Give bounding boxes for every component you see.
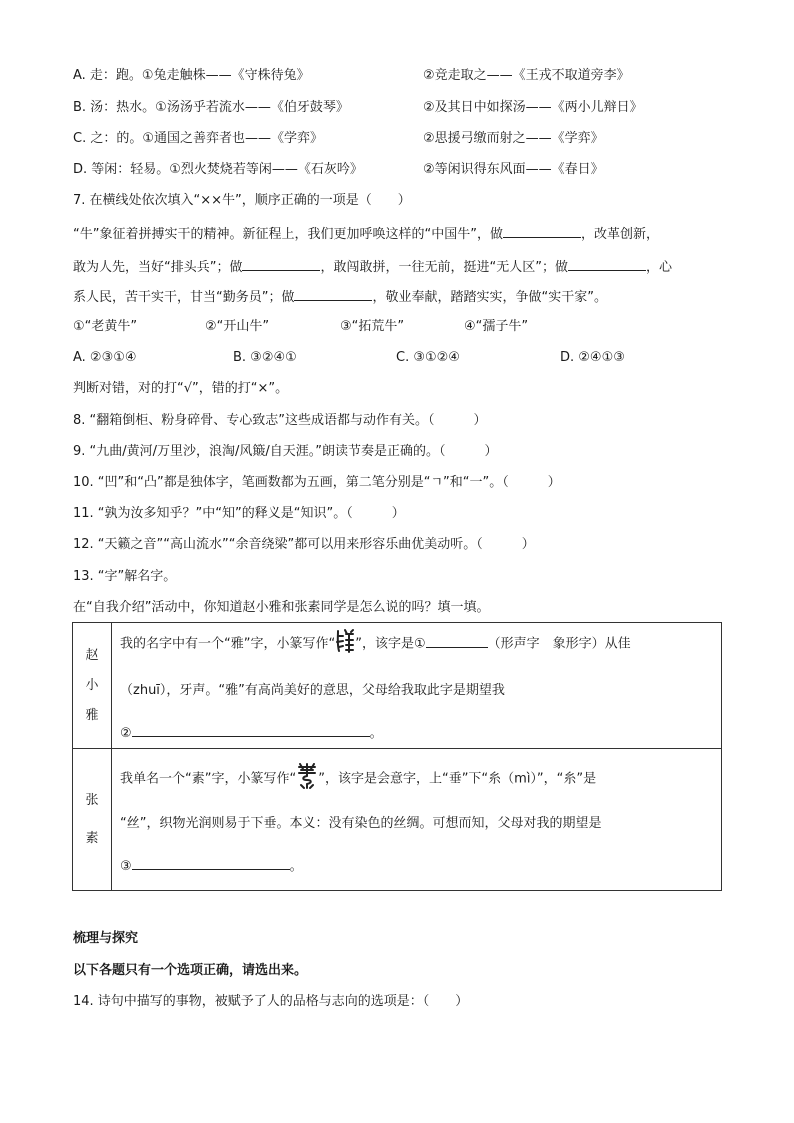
q6-option-b-2: ②及其日中如探汤——《两小儿辩日》	[423, 100, 643, 115]
q6-option-d-2: ②等闲识得东风面——《春日》	[423, 162, 604, 177]
section-instruction: 以下各题只有一个选项正确，请选出来。	[73, 963, 308, 978]
answer-blank-2[interactable]	[132, 722, 370, 737]
q13-intro: 在“自我介绍”活动中，你知道赵小雅和张素同学是怎么说的吗？填一填。	[73, 600, 490, 615]
q6-option-b: B. 汤：热水。①汤汤乎若流水——《伯牙鼓琴》	[73, 100, 349, 115]
judge-item-12: 12. “天籁之音”“高山流水”“余音绕梁”都可以用来形容乐曲优美动听。（ ）	[73, 537, 535, 552]
q7-item-1: ①“老黄牛”	[73, 319, 138, 334]
q6-option-d: D. 等闲：轻易。①烈火焚烧若等闲——《石灰吟》	[73, 162, 363, 177]
q7-item-4: ④“孺子牛”	[464, 319, 529, 334]
q7-choice-a: A. ②③①④	[73, 350, 137, 365]
answer-blank-1[interactable]	[426, 633, 488, 648]
seal-script-ya-icon	[335, 628, 355, 660]
judge-title: 判断对错，对的打“√”，错的打“×”。	[73, 381, 289, 396]
student-name-zhao-xiaoya: 赵 小 雅	[73, 623, 112, 749]
seal-script-su-icon	[296, 763, 318, 795]
q14-stem: 14. 诗句中描写的事物，被赋予了人的品格与志向的选项是：（ ）	[73, 994, 469, 1009]
q7-choice-d: D. ②④①③	[560, 350, 625, 365]
judge-item-10: 10. “凹”和“凸”都是独体字，笔画数都为五画，第二笔分别是“ㄱ”和“一”。（ ）	[73, 475, 561, 490]
q7-item-3: ③“拓荒牛”	[340, 319, 405, 334]
answer-blank-3[interactable]	[132, 855, 290, 870]
q7-choice-b: B. ③②④①	[233, 350, 297, 365]
q7-stem: 7. 在横线处依次填入“××牛”，顺序正确的一项是（ ）	[73, 193, 411, 208]
q7-passage-line-3: 系人民，苦干实干，甘当“勤务员”；做 ，敬业奉献，踏踏实实，争做“实干家”。	[73, 286, 607, 307]
answer-blank[interactable]	[294, 286, 372, 301]
answer-blank[interactable]	[503, 223, 581, 238]
q6-option-c-2: ②思援弓缴而射之——《学弈》	[423, 131, 604, 146]
zhao-xiaoya-statement: 我的名字中有一个“雅”字，小篆写作“ ”，该字是① （形声字 象形字）从佳 （zhuī），牙声。“雅”有高尚美好的意思，父母给我取此字是期望我 ② 。	[112, 623, 722, 749]
section-title: 梳理与探究	[73, 931, 139, 946]
q13-stem: 13. “字”解名字。	[73, 569, 177, 584]
judge-item-8: 8. “翻箱倒柜、粉身碎骨、专心致志”这些成语都与动作有关。（ ）	[73, 413, 487, 428]
student-name-zhang-su: 张 素	[73, 749, 112, 891]
answer-blank[interactable]	[568, 256, 646, 271]
name-intro-table	[72, 622, 722, 891]
judge-item-9: 9. “九曲/黄河/万里沙，浪淘/风簸/自天涯。”朗读节奏是正确的。（ ）	[73, 444, 498, 459]
q6-option-a: A. 走：跑。①兔走触株——《守株待兔》	[73, 68, 310, 83]
zhang-su-statement: 我单名一个“素”字，小篆写作“ ”，该字是会意字，上“垂”下“糸（mì）”，“糸”是 “丝”，织物光润则易于下垂。本义：没有染色的丝绸。可想而知，父母对我的期望是 ③ 。	[112, 749, 722, 891]
q7-choice-c: C. ③①②④	[396, 350, 460, 365]
q7-passage-line-2: 敢为人先，当好“排头兵”；做 ，敢闯敢拼，一往无前，挺进“无人区”；做 ，心	[73, 256, 672, 277]
q7-item-2: ②“开山牛”	[205, 319, 270, 334]
answer-blank[interactable]	[242, 256, 320, 271]
q7-passage-line-1: “牛”象征着拼搏实干的精神。新征程上，我们更加呼唤这样的“中国牛”，做 ，改革创新，	[73, 223, 659, 244]
q6-option-a-2: ②竞走取之——《王戎不取道旁李》	[423, 68, 630, 83]
q6-option-c: C. 之：的。①通国之善弈者也——《学弈》	[73, 131, 323, 146]
judge-item-11: 11. “孰为汝多知乎？”中“知”的释义是“知识”。（ ）	[73, 506, 405, 521]
